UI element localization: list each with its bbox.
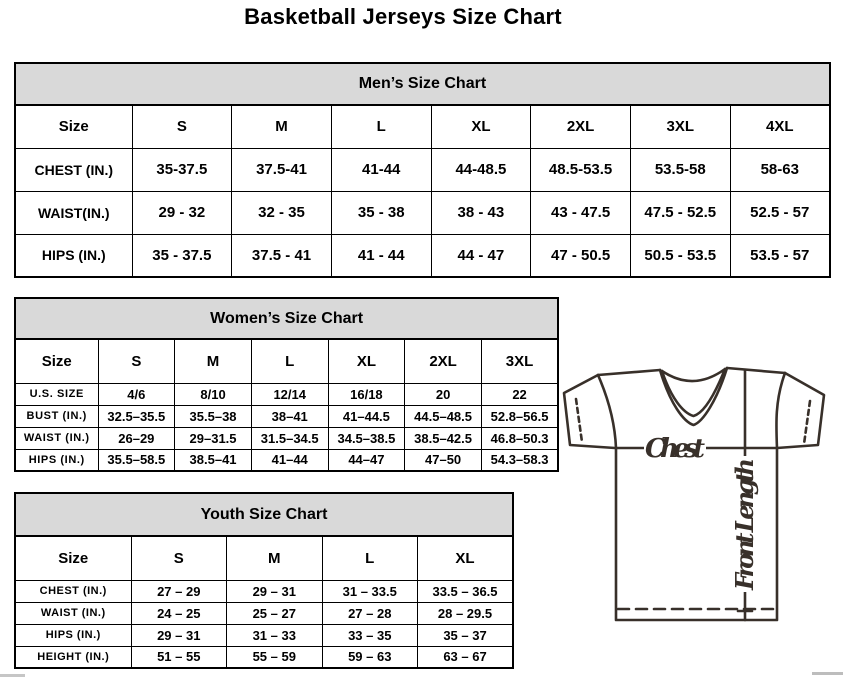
- jersey-diagram: [552, 362, 842, 630]
- table-row: [15, 427, 558, 449]
- size-cell: 16/18: [328, 383, 405, 405]
- size-cell: 33 – 35: [322, 624, 418, 646]
- column-header: Size: [15, 536, 131, 580]
- column-header: XL: [431, 105, 531, 148]
- column-header: Size: [15, 339, 98, 383]
- row-label: WAIST (IN.): [15, 427, 98, 449]
- size-cell: 47 - 50.5: [531, 234, 631, 277]
- row-label: CHEST (IN.): [15, 148, 132, 191]
- column-header: S: [131, 536, 227, 580]
- size-cell: 31 – 33: [227, 624, 323, 646]
- column-header: XL: [418, 536, 514, 580]
- jersey-shoulder-right: [727, 368, 785, 373]
- size-cell: 22: [481, 383, 558, 405]
- column-header: L: [251, 339, 328, 383]
- row-label: BUST (IN.): [15, 405, 98, 427]
- size-cell: 51 – 55: [131, 646, 227, 668]
- size-cell: 27 – 29: [131, 580, 227, 602]
- table-row: [15, 449, 558, 471]
- womens-size-table: [14, 297, 559, 472]
- size-cell: 35 – 37: [418, 624, 514, 646]
- size-cell: 37.5-41: [232, 148, 332, 191]
- table-row: [15, 580, 513, 602]
- table-row: [15, 646, 513, 668]
- size-cell: 38.5–42.5: [405, 427, 482, 449]
- size-cell: 46.8–50.3: [481, 427, 558, 449]
- size-cell: 47.5 - 52.5: [630, 191, 730, 234]
- column-header-row: [15, 339, 558, 383]
- size-cell: 29 - 32: [132, 191, 232, 234]
- jersey-collar-band: [662, 369, 725, 381]
- column-header: 3XL: [630, 105, 730, 148]
- table-title-row: [15, 63, 830, 105]
- size-cell: 44-48.5: [431, 148, 531, 191]
- table-row: [15, 602, 513, 624]
- column-header: S: [132, 105, 232, 148]
- column-header: S: [98, 339, 175, 383]
- column-header: 2XL: [405, 339, 482, 383]
- table-title-row: [15, 298, 558, 339]
- size-cell: 32 - 35: [232, 191, 332, 234]
- size-cell: 53.5-58: [630, 148, 730, 191]
- row-label: CHEST (IN.): [15, 580, 131, 602]
- table-row: [15, 234, 830, 277]
- jersey-armhole-right: [776, 373, 785, 448]
- table-row: [15, 405, 558, 427]
- size-cell: 27 – 28: [322, 602, 418, 624]
- chest-measure-label: Chest: [645, 434, 705, 464]
- table-title: Men’s Size Chart: [15, 63, 830, 105]
- size-cell: 52.5 - 57: [730, 191, 830, 234]
- youth-size-table: [14, 492, 514, 669]
- column-header: Size: [15, 105, 132, 148]
- row-label: HIPS (IN.): [15, 624, 131, 646]
- size-cell: 32.5–35.5: [98, 405, 175, 427]
- size-cell: 12/14: [251, 383, 328, 405]
- size-cell: 41–44: [251, 449, 328, 471]
- jersey-sleeve-left: [564, 375, 615, 448]
- column-header: 3XL: [481, 339, 558, 383]
- column-header-row: [15, 105, 830, 148]
- column-header: L: [322, 536, 418, 580]
- size-cell: 26–29: [98, 427, 175, 449]
- column-header-row: [15, 536, 513, 580]
- table-row: [15, 148, 830, 191]
- size-cell: 53.5 - 57: [730, 234, 830, 277]
- size-cell: 31 – 33.5: [322, 580, 418, 602]
- page-title: Basketball Jerseys Size Chart: [244, 4, 562, 29]
- size-cell: 4/6: [98, 383, 175, 405]
- size-cell: 35 - 37.5: [132, 234, 232, 277]
- table-title: Women’s Size Chart: [15, 298, 558, 339]
- table-row: [15, 624, 513, 646]
- size-cell: 35.5–38: [175, 405, 252, 427]
- size-cell: 29 – 31: [131, 624, 227, 646]
- column-header: M: [232, 105, 332, 148]
- row-label: HEIGHT (IN.): [15, 646, 131, 668]
- size-cell: 20: [405, 383, 482, 405]
- size-cell: 37.5 - 41: [232, 234, 332, 277]
- column-header: M: [175, 339, 252, 383]
- size-cell: 41–44.5: [328, 405, 405, 427]
- column-header: M: [227, 536, 323, 580]
- jersey-shoulder-left: [598, 370, 660, 375]
- size-cell: 29–31.5: [175, 427, 252, 449]
- size-cell: 35 - 38: [331, 191, 431, 234]
- size-cell: 28 – 29.5: [418, 602, 514, 624]
- row-label: HIPS (IN.): [15, 449, 98, 471]
- table-row: [15, 191, 830, 234]
- size-cell: 31.5–34.5: [251, 427, 328, 449]
- jersey-sleeve-right: [777, 373, 824, 448]
- size-cell: 41 - 44: [331, 234, 431, 277]
- size-cell: 44.5–48.5: [405, 405, 482, 427]
- mens-size-table: [14, 62, 831, 278]
- size-cell: 54.3–58.3: [481, 449, 558, 471]
- table-title: Youth Size Chart: [15, 493, 513, 536]
- size-cell: 58-63: [730, 148, 830, 191]
- screen-artifact-left: [0, 674, 25, 677]
- row-label: WAIST(IN.): [15, 191, 132, 234]
- size-cell: 50.5 - 53.5: [630, 234, 730, 277]
- size-cell: 33.5 – 36.5: [418, 580, 514, 602]
- row-label: HIPS (IN.): [15, 234, 132, 277]
- column-header: 4XL: [730, 105, 830, 148]
- size-cell: 34.5–38.5: [328, 427, 405, 449]
- size-cell: 48.5-53.5: [531, 148, 631, 191]
- size-cell: 63 – 67: [418, 646, 514, 668]
- table-row: [15, 383, 558, 405]
- size-cell: 38–41: [251, 405, 328, 427]
- size-cell: 8/10: [175, 383, 252, 405]
- size-cell: 24 – 25: [131, 602, 227, 624]
- size-cell: 47–50: [405, 449, 482, 471]
- size-cell: 35.5–58.5: [98, 449, 175, 471]
- size-cell: 35-37.5: [132, 148, 232, 191]
- size-cell: 41-44: [331, 148, 431, 191]
- table-title-row: [15, 493, 513, 536]
- column-header: 2XL: [531, 105, 631, 148]
- jersey-armhole-left: [598, 375, 616, 448]
- jersey-cuff-dashes-left: [576, 399, 582, 442]
- size-cell: 44 - 47: [431, 234, 531, 277]
- size-cell: 38.5–41: [175, 449, 252, 471]
- size-cell: 55 – 59: [227, 646, 323, 668]
- size-cell: 59 – 63: [322, 646, 418, 668]
- screen-artifact-right: [812, 672, 843, 675]
- jersey-cuff-dashes-right: [804, 401, 810, 444]
- row-label: U.S. SIZE: [15, 383, 98, 405]
- front-length-measure-label: Front Length: [730, 458, 759, 590]
- column-header: L: [331, 105, 431, 148]
- row-label: WAIST (IN.): [15, 602, 131, 624]
- size-cell: 29 – 31: [227, 580, 323, 602]
- size-cell: 25 – 27: [227, 602, 323, 624]
- size-cell: 38 - 43: [431, 191, 531, 234]
- column-header: XL: [328, 339, 405, 383]
- size-cell: 52.8–56.5: [481, 405, 558, 427]
- size-cell: 43 - 47.5: [531, 191, 631, 234]
- size-cell: 44–47: [328, 449, 405, 471]
